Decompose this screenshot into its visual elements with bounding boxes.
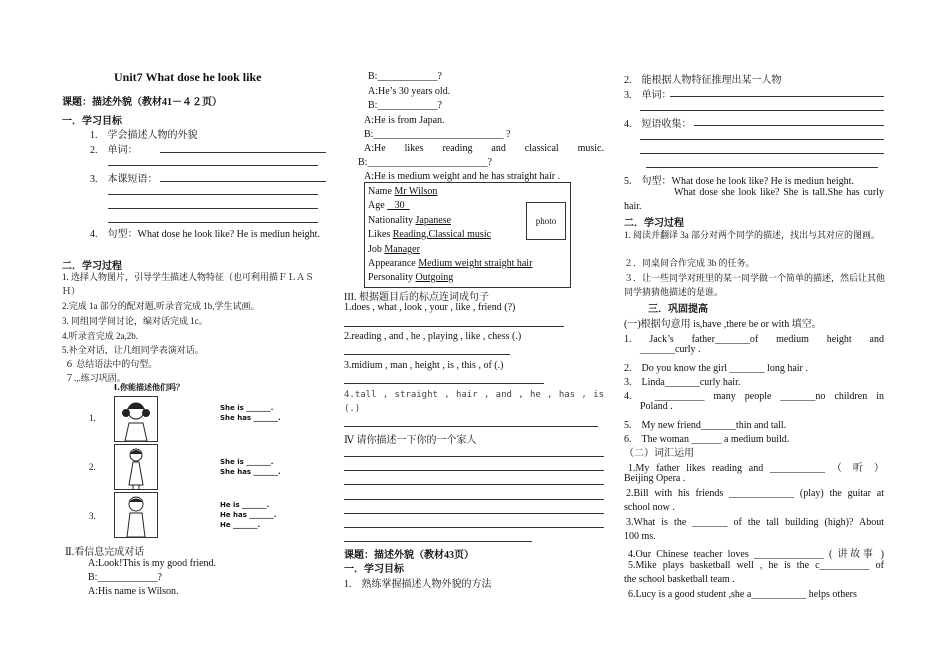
process-2-step-2: ２．同桌间合作完成 3b 的任务。 [624, 258, 755, 268]
dialogue-line: B:____________? [368, 100, 442, 111]
dialogue-line: A:Look!This is my good friend. [88, 558, 217, 569]
profile-likes [368, 229, 491, 240]
objective-2-5: 5. 句型：What dose he look like? He is mediun height. [624, 176, 854, 187]
dialogue-line: B:________________________? [358, 157, 492, 168]
image-blank-line: He has _______. [220, 511, 277, 519]
image-blank-line: She is _______. [220, 404, 274, 412]
dialogue-line: B:__________________________ ? [364, 129, 511, 140]
lesson-title-2 [344, 546, 474, 561]
process-heading-2: 二．学习过程 [624, 218, 684, 229]
process-step-4: 4.听录音完成 2a,2b. [62, 331, 138, 341]
answer-line [344, 541, 532, 542]
fill-in-1: 1. Jack’s father_______of medium height and [624, 334, 884, 345]
blank-line [640, 139, 884, 140]
objectives-heading-2: 一．学习目标 [344, 564, 404, 575]
vocab-6: 6.Lucy is a good student ,she a___________ helps others [628, 589, 857, 600]
profile-value: Manager [384, 244, 420, 255]
dialogue-line: B:____________? [88, 572, 162, 583]
blank-line [160, 152, 326, 153]
answer-line [344, 456, 604, 457]
blank-line [108, 194, 318, 195]
vocab-1-continued: Beijing Opera . [624, 473, 686, 484]
objective-2-2: 2. 能根据人物特征推理出某一人物 [624, 75, 782, 86]
lesson-title-2-text: 课题：描述外貌（教材43页） [344, 550, 474, 561]
column-right [624, 0, 886, 671]
section-4-heading: Ⅳ 请你描述一下你的一个家人 [344, 435, 477, 446]
section-3-heading: III. 根据题目后的标点连词成句子 [344, 292, 489, 303]
image-number: 1. [89, 413, 96, 423]
answer-line [344, 326, 564, 327]
fill-in-3: 3. Linda_______curly hair. [624, 377, 741, 388]
answer-line [344, 354, 510, 355]
blank-line [108, 165, 318, 166]
profile-label: Age [368, 200, 388, 211]
profile-value: Medium weight straight hair [418, 258, 533, 269]
answer-line [344, 470, 604, 471]
vocab-2: 2.Bill with his friends _____________ (play) the guitar at [626, 488, 884, 499]
vocabulary-heading: （二）词汇运用 [624, 448, 694, 459]
girl-portrait-image [114, 396, 158, 442]
consolidation-heading: 三．巩固提高 [648, 304, 708, 315]
process-step-5: 5.补全对话，让几组同学表演对话。 [62, 345, 204, 355]
question-2: 2.reading , and , he , playing , like , chess (.) [344, 331, 522, 342]
fill-in-4-continued: Poland . [640, 401, 673, 412]
question-3: 3.midium , man , height , is , this , of (.) [344, 360, 504, 371]
blank-line [160, 181, 326, 182]
vocab-3-continued: 100 ms. [624, 531, 656, 542]
profile-value [387, 200, 410, 211]
dialogue-line: A:He likes reading and classical music. [364, 143, 604, 154]
profile-label: Likes [368, 229, 393, 240]
objective-2-5-continued: What dose she look like? She is tall.She has curly hair. [624, 187, 884, 212]
photo-placeholder: photo [526, 202, 566, 240]
profile-age-value: 30 [394, 200, 405, 211]
vocab-2-continued: school now . [624, 502, 675, 513]
vocab-3: 3.What is the _______ of the tall building (high)? About [626, 517, 884, 528]
profile-personality [368, 272, 453, 283]
blank-line [646, 167, 878, 168]
process-2-step-1: 1. 阅读并翻译 3a 部分对两个同学的描述，找出与其对应的图画。 [624, 230, 880, 240]
objective-3: 3. 本课短语： [90, 174, 158, 185]
profile-label: Nationality [368, 215, 416, 226]
answer-line [344, 426, 598, 427]
profile-age [368, 200, 410, 211]
section-2-heading: Ⅱ.看信息完成对话 [65, 547, 145, 558]
answer-line [344, 383, 544, 384]
image-blank-line: He _______. [220, 521, 261, 529]
process-step-1: 1. 选择人物图片，引导学生描述人物特征（也可利用描ＦＬＡＳＨ） [62, 272, 315, 296]
image-blank-line: She has _______. [220, 468, 281, 476]
profile-label: Appearance [368, 258, 419, 269]
dialogue-line: A:He’s 30 years old. [368, 86, 451, 97]
column-middle [344, 0, 608, 671]
image-blank-line: She is _______. [220, 458, 274, 466]
process-step-3: 3. 同组同学间讨论，编对话完成 1c。 [62, 316, 208, 326]
profile-value: Outgoing [415, 272, 454, 283]
fill-in-heading: (一)根据句意用 is,have ,there be or with 填空。 [624, 319, 822, 330]
boy-portrait-image [114, 492, 158, 538]
vocab-5-continued: the school basketball team . [624, 574, 735, 585]
profile-name [368, 186, 437, 197]
objective-4: 4. 句型：What dose he look like? He is mediun height. [90, 229, 320, 240]
unit-title: Unit7 What dose he look like [114, 70, 262, 84]
profile-label: Personality [368, 272, 416, 283]
answer-line [344, 513, 604, 514]
lesson-title: 课题：描述外貌（教材41－４２页） [62, 97, 222, 108]
profile-label: Job [368, 244, 385, 255]
vocab-5: 5.Mike plays basketball well , he is the c__________ of [628, 560, 884, 571]
fill-in-4: 4. __________ many people _______no children in [624, 391, 884, 402]
blank-line [694, 125, 884, 126]
process-step-2: 2.完成 1a 部分的配对题,听录音完成 1b,学生试画。 [62, 301, 260, 311]
dialogue-line: A:He is medium weight and he has straight hair . [364, 171, 561, 182]
answer-line [344, 527, 604, 528]
profile-value: Reading,Classical music [392, 229, 492, 240]
vocab-1: 1.My father likes reading and ___________ （ 听 ） [628, 463, 884, 474]
process-2-step-3: ３．让一些同学对班里的某一同学做一个简单的描述，然后让其他同学猜猜他描述的是谁。 [624, 273, 886, 297]
objective-2: 2. 单词： [90, 145, 138, 156]
objective-2-1: 1. 熟练掌握描述人物外貌的方法 [344, 579, 492, 590]
objective-1: 1. 学会描述人物的外貌 [90, 130, 198, 141]
vocab-4: 4.Our Chinese teacher loves ______________ ( 讲故事 ) [628, 549, 884, 560]
fill-in-1-continued: _______curly . [640, 344, 701, 355]
process-step-6: ６ 总结语法中的句型。 [65, 359, 158, 369]
blank-line [640, 110, 884, 111]
image-title: Ⅰ.你能描述他们吗？ [114, 383, 185, 392]
answer-line [344, 484, 604, 485]
profile-label: Name [368, 186, 395, 197]
process-heading: 二．学习过程 [62, 261, 122, 272]
objective-2-3: 3. 单词： [624, 90, 672, 101]
fill-in-5: 5. My new friend_______thin and tall. [624, 420, 787, 431]
dialogue-line: A:He is from Japan. [364, 115, 445, 126]
fill-in-2: 2. Do you know the girl _______ long hair . [624, 363, 808, 374]
objectives-heading: 一．学习目标 [62, 116, 122, 127]
blank-line [670, 96, 884, 97]
image-blank-line: She has _______. [220, 414, 281, 422]
profile-value: Japanese [415, 215, 452, 226]
blank-line [108, 222, 318, 223]
girl-dress-image [114, 444, 158, 490]
profile-nationality [368, 215, 451, 226]
profile-job [368, 244, 420, 255]
question-1: 1.does , what , look , your , like , friend (?) [344, 302, 516, 313]
question-4: 4.tall , straight , hair , and , he , has , is (.) [344, 390, 604, 414]
profile-value: Mr Wilson [394, 186, 438, 197]
profile-appearance [368, 258, 532, 269]
blank-line [640, 153, 884, 154]
column-left [62, 0, 332, 671]
image-number: 2. [89, 462, 96, 472]
image-number: 3. [89, 511, 96, 521]
blank-line [108, 208, 318, 209]
dialogue-line: B:____________? [368, 71, 442, 82]
fill-in-6: 6. The woman ______ a medium build. [624, 434, 790, 445]
dialogue-line: A:His name is Wilson. [88, 586, 179, 597]
answer-line [344, 499, 604, 500]
image-blank-line: He is _______. [220, 501, 270, 509]
process-step-7: ７.,.练习巩固。 [65, 373, 126, 383]
objective-2-4: 4. 短语收集： [624, 119, 692, 130]
